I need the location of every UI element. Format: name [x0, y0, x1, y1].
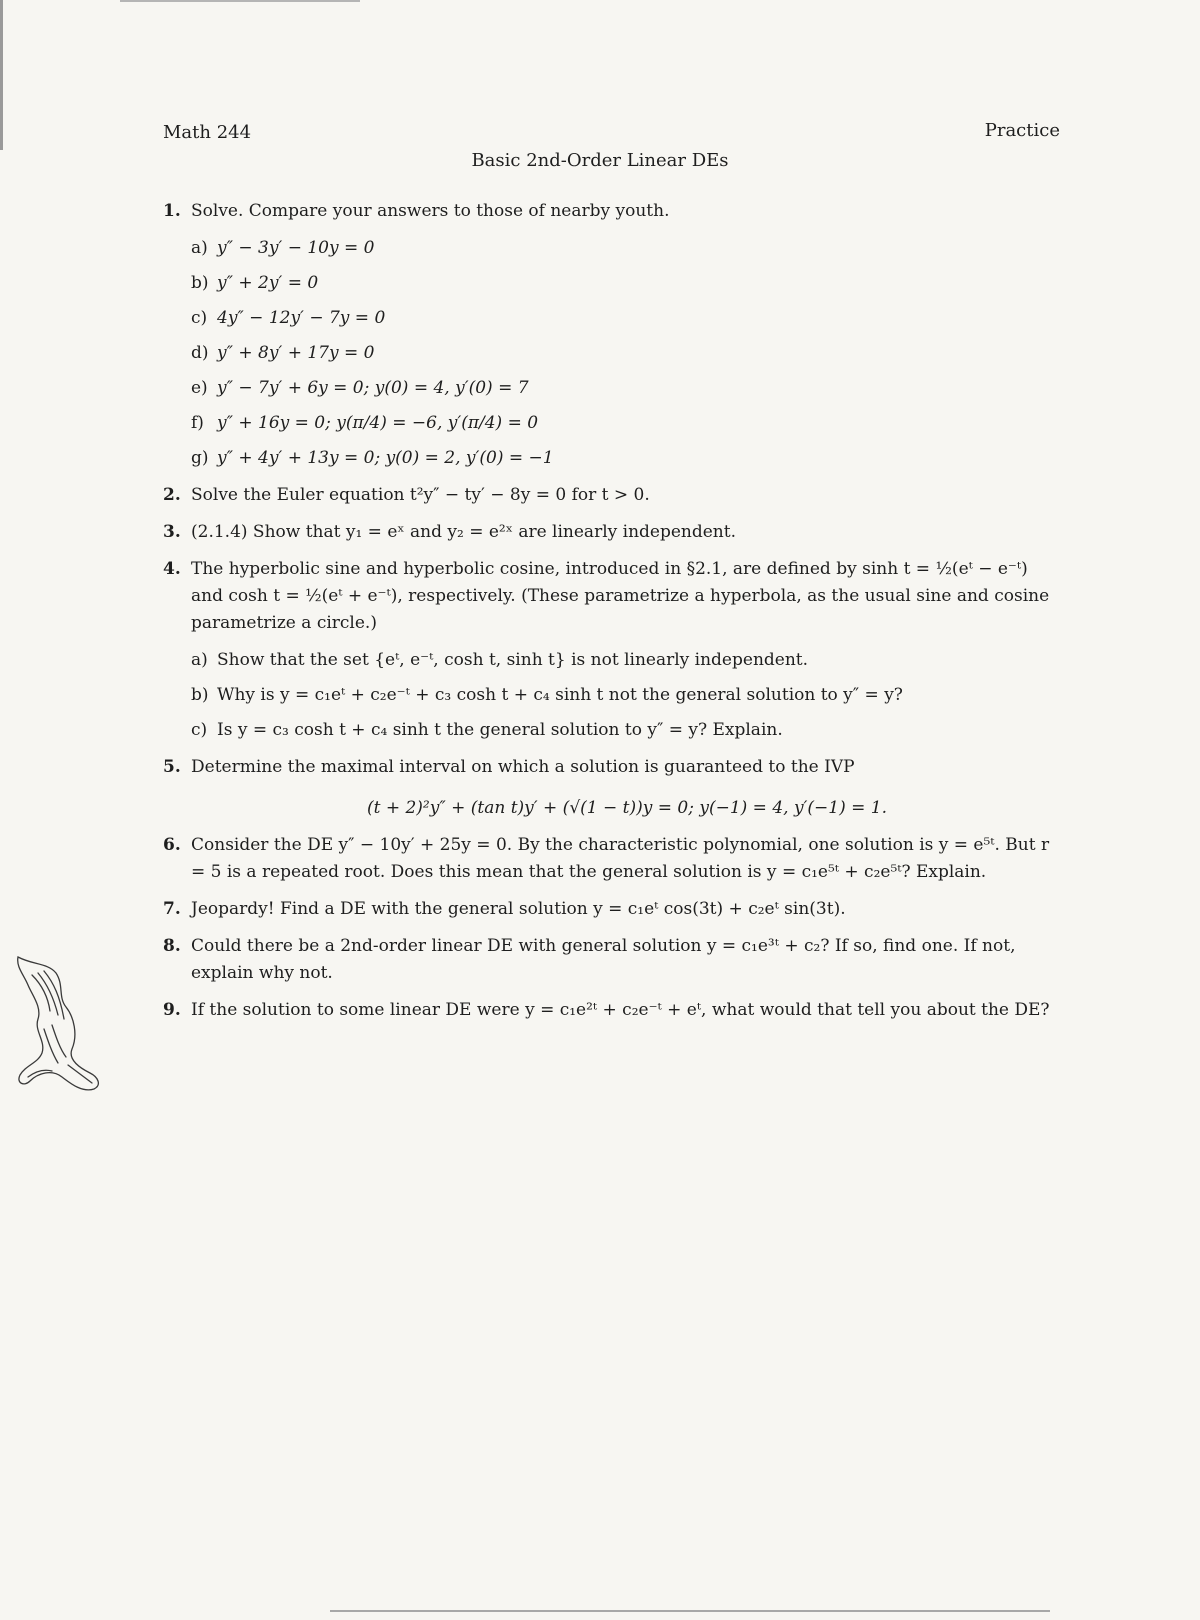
problem-text: If the solution to some linear DE were y = c₁e²ᵗ + c₂e⁻ᵗ + eᵗ, what would that tell you about the DE?: [191, 1000, 1050, 1020]
problem-5: [163, 754, 1063, 822]
problem-text: Solve. Compare your answers to those of nearby youth.: [191, 201, 670, 221]
subproblem: [191, 270, 1063, 297]
problem-text: Could there be a 2nd-order linear DE with general solution y = c₁e³ᵗ + c₂? If so, find one. If not, explain why not.: [191, 936, 1016, 983]
problem-3: [163, 519, 1063, 546]
subproblem: [191, 717, 1063, 744]
practice-label: Practice: [984, 120, 1060, 141]
display-equation: (t + 2)²y″ + (tan t)y′ + (√(1 − t))y = 0; y(−1) = 4, y′(−1) = 1.: [366, 798, 888, 818]
problem-8: [163, 933, 1063, 987]
problem-number: 2.: [163, 485, 181, 505]
problem-6: [163, 832, 1063, 886]
subproblem-equation: y″ − 3y′ − 10y = 0: [217, 238, 375, 258]
subproblem-label: b): [191, 273, 209, 293]
problem-text: Consider the DE y″ − 10y′ + 25y = 0. By the characteristic polynomial, one solution is y = e⁵ᵗ. But r = 5 is a repeated root. Does this mean that the general solution is y = c₁e⁵ᵗ + c₂e⁵ᵗ? Explain.: [191, 835, 1050, 882]
problem-text: Determine the maximal interval on which a solution is guaranteed to the IVP: [191, 757, 855, 777]
subproblem-label: c): [191, 720, 208, 740]
subproblem-label: g): [191, 448, 209, 468]
problem-text: The hyperbolic sine and hyperbolic cosine, introduced in §2.1, are defined by sinh t = ½(eᵗ − e⁻ᵗ) and cosh t = ½(eᵗ + e⁻ᵗ), respectively. (These parametrize a hyperbola, as the usual sine and cosine parametrize a circle.): [191, 559, 1050, 633]
problem-1: [163, 198, 1063, 472]
subproblem: [191, 375, 1063, 402]
problem-text: Solve the Euler equation t²y″ − ty′ − 8y = 0 for t > 0.: [191, 485, 650, 505]
problem-number: 1.: [163, 201, 181, 221]
problem-number: 7.: [163, 899, 181, 919]
problem-9: [163, 997, 1063, 1024]
course-label: Math 244: [163, 122, 252, 143]
subproblem: [191, 647, 1063, 674]
scan-edge-left: [0, 0, 3, 150]
subproblem: [191, 305, 1063, 332]
problem-text: (2.1.4) Show that y₁ = eˣ and y₂ = e²ˣ are linearly independent.: [191, 522, 736, 542]
subproblem-label: a): [191, 238, 208, 258]
subproblem-label: b): [191, 685, 209, 705]
problem-number: 6.: [163, 835, 181, 855]
subproblem: [191, 340, 1063, 367]
subproblem-label: f): [191, 413, 204, 433]
subproblem-equation: y″ + 4y′ + 13y = 0; y(0) = 2, y′(0) = −1: [217, 448, 554, 468]
problem-number: 3.: [163, 522, 181, 542]
problem-4: [163, 556, 1063, 744]
problem-7: [163, 896, 1063, 923]
problem-number: 9.: [163, 1000, 181, 1020]
subproblem-equation: y″ − 7y′ + 6y = 0; y(0) = 4, y′(0) = 7: [217, 378, 529, 398]
subproblem-label: d): [191, 343, 209, 363]
subproblem: [191, 235, 1063, 262]
subproblem-equation: y″ + 2y′ = 0: [217, 273, 319, 293]
subproblem-equation: y″ + 8y′ + 17y = 0: [217, 343, 375, 363]
subproblem-equation: 4y″ − 12y′ − 7y = 0: [217, 308, 386, 328]
subproblem: [191, 410, 1063, 437]
subproblem-label: c): [191, 308, 208, 328]
subproblem-text: Why is y = c₁eᵗ + c₂e⁻ᵗ + c₃ cosh t + c₄ sinh t not the general solution to y″ = y?: [217, 685, 903, 705]
subproblem-label: e): [191, 378, 208, 398]
subproblem-list: [191, 235, 1063, 472]
subproblem: [191, 682, 1063, 709]
problem-number: 5.: [163, 757, 181, 777]
subproblem-equation: y″ + 16y = 0; y(π/4) = −6, y′(π/4) = 0: [217, 413, 539, 433]
problem-number: 8.: [163, 936, 181, 956]
problem-text: Jeopardy! Find a DE with the general solution y = c₁eᵗ cos(3t) + c₂eᵗ sin(3t).: [191, 899, 846, 919]
problem-list: [163, 198, 1063, 1034]
subproblem-text: Show that the set {eᵗ, e⁻ᵗ, cosh t, sinh t} is not linearly independent.: [217, 650, 809, 670]
page-title: Basic 2nd-Order Linear DEs: [471, 150, 729, 171]
margin-sketch-icon: [8, 945, 108, 1095]
subproblem: [191, 445, 1063, 472]
subproblem-label: a): [191, 650, 208, 670]
subproblem-text: Is y = c₃ cosh t + c₄ sinh t the general solution to y″ = y? Explain.: [217, 720, 783, 740]
scan-edge-top: [120, 0, 360, 2]
subproblem-list: [191, 647, 1063, 744]
scan-edge-bottom: [330, 1610, 1050, 1612]
problem-number: 4.: [163, 559, 181, 579]
problem-2: [163, 482, 1063, 509]
